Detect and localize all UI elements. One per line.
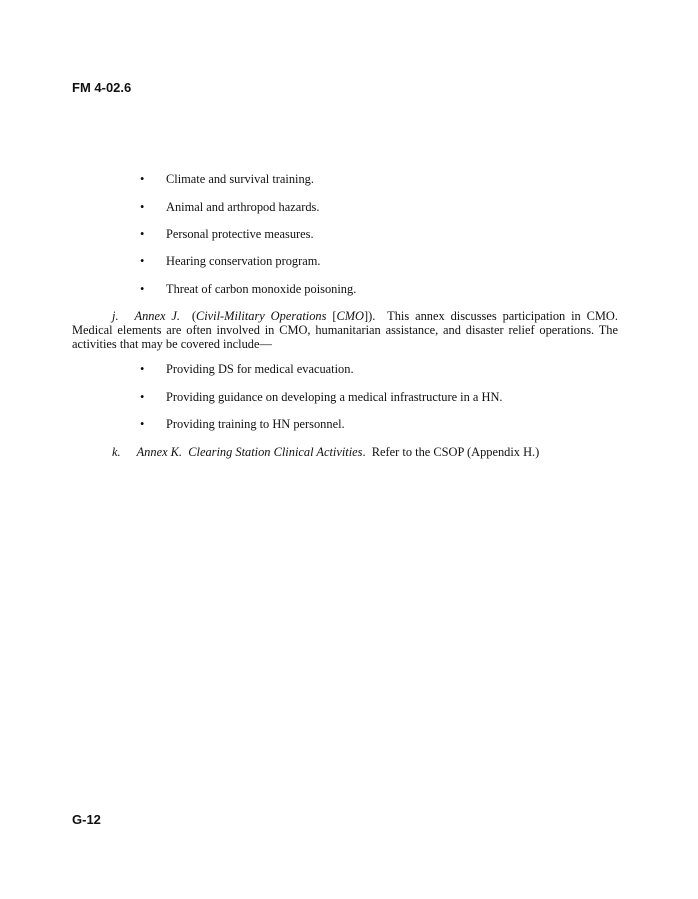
paren: ( [191, 309, 196, 323]
paragraph-annex-j [72, 309, 618, 351]
bullet-icon: • [140, 227, 145, 241]
list-item: Threat of carbon monoxide poisoning. [166, 282, 357, 296]
bullet-icon: • [140, 172, 145, 186]
paragraph-letter: k. [112, 445, 121, 459]
list-item: Providing guidance on developing a medical infrastructure in a HN. [166, 390, 503, 404]
paragraph-letter: j. [112, 309, 119, 323]
list-item: Climate and survival training. [166, 172, 314, 186]
bullet-icon: • [140, 417, 145, 431]
list-item: Providing DS for medical evacuation. [166, 362, 354, 376]
bullet-icon: • [140, 282, 145, 296]
annex-label: Annex K. [136, 445, 183, 459]
list-item: Personal protective measures. [166, 227, 314, 241]
annex-title: Clearing Station Clinical Activities [188, 445, 363, 459]
bracket: ]). [364, 309, 376, 323]
page-number: G-12 [72, 812, 101, 827]
document-id: FM 4-02.6 [72, 80, 132, 95]
bullet-icon: • [140, 390, 145, 404]
paragraph-text: This annex discusses participation in CMO. Medical elements are often involved in CMO, humanitarian assistance, and disaster relief operations. The activities that may be covered include— [72, 309, 618, 351]
paragraph-annex-k: k. Annex K. Clearing Station Clinical Activities. Refer to the CSOP (Appendix H.) [112, 445, 540, 459]
list-item: Providing training to HN personnel. [166, 417, 345, 431]
annex-label: Annex J. [134, 309, 181, 323]
paragraph-text: Refer to the CSOP (Appendix H.) [371, 445, 540, 459]
bullet-icon: • [140, 254, 145, 268]
annex-abbr: CMO [336, 309, 365, 323]
list-item: Animal and arthropod hazards. [166, 200, 320, 214]
bullet-icon: • [140, 362, 145, 376]
bracket: [ [326, 309, 337, 323]
bullet-icon: • [140, 200, 145, 214]
list-item: Hearing conservation program. [166, 254, 321, 268]
annex-title: Civil-Military Operations [195, 309, 327, 323]
